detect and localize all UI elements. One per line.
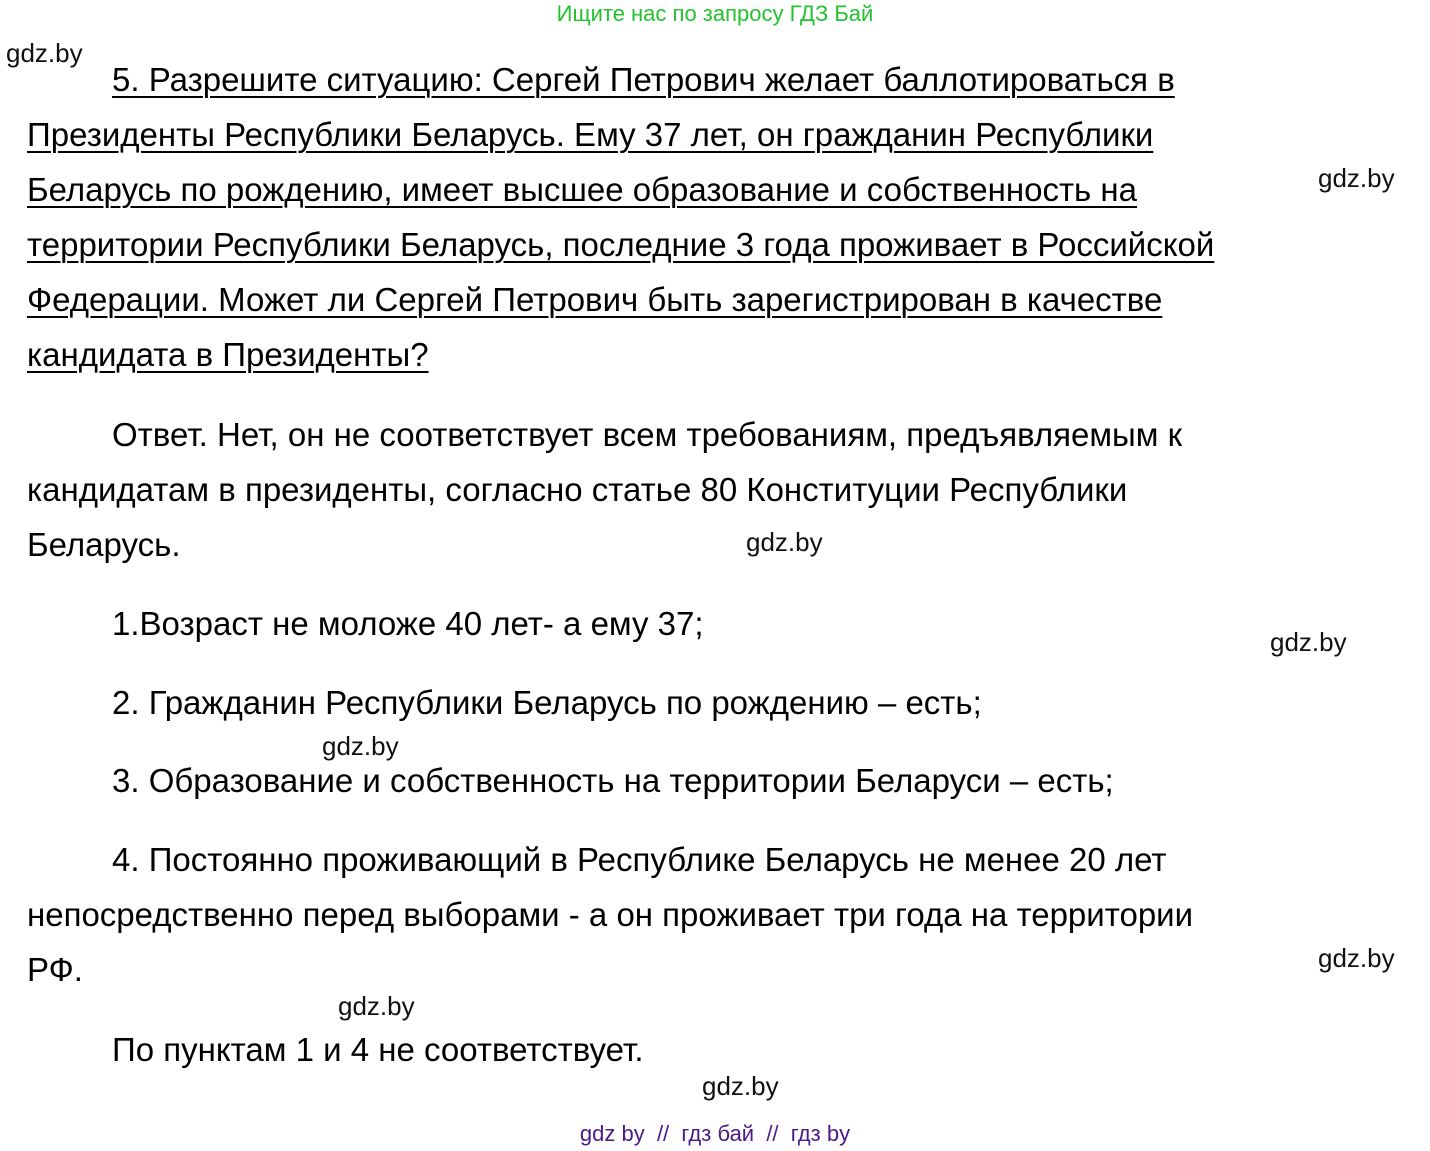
answer-line: кандидатам в президенты, согласно статье 80 Конституции Республики (27, 471, 1128, 508)
answer-item: 3. Образование и собственность на территории Беларуси – есть; (112, 762, 1114, 799)
watermark: gdz.by (322, 731, 399, 761)
watermark: gdz.by (702, 1071, 779, 1101)
question-line: Беларусь по рождению, имеет высшее образование и собственность на (27, 171, 1137, 208)
watermark: gdz.by (1270, 627, 1347, 657)
answer-item: 1.Возраст не моложе 40 лет- а ему 37; (112, 605, 704, 642)
question-line: Президенты Республики Беларусь. Ему 37 лет, он гражданин Республики (27, 116, 1154, 153)
search-hint-banner: Ищите нас по запросу ГДЗ Бай (556, 1, 874, 26)
answer-item: 4. Постоянно проживающий в Республике Беларусь не менее 20 лет (112, 841, 1167, 878)
watermark: gdz.by (338, 991, 415, 1021)
watermark: gdz.by (1318, 943, 1395, 973)
footer-links[interactable]: gdz by // гдз бай // гдз by (579, 1121, 851, 1146)
question-line: кандидата в Президенты? (27, 336, 429, 373)
answer-item: непосредственно перед выборами - а он проживает три года на территории (27, 896, 1194, 933)
answer-line: Беларусь. (27, 526, 181, 563)
answer-item: РФ. (27, 951, 83, 988)
answer-item: 2. Гражданин Республики Беларусь по рождению – есть; (112, 684, 982, 721)
question-line: территории Республики Беларусь, последние 3 года проживает в Российской (27, 226, 1215, 263)
answer-line: Ответ. Нет, он не соответствует всем требованиям, предъявляемым к (112, 416, 1183, 453)
question-line: 5. Разрешите ситуацию: Сергей Петрович желает баллотироваться в (112, 61, 1175, 98)
watermark: gdz.by (1318, 163, 1395, 193)
watermark: gdz.by (6, 38, 83, 68)
answer-conclusion: По пунктам 1 и 4 не соответствует. (112, 1031, 644, 1068)
watermark: gdz.by (746, 527, 823, 557)
question-line: Федерации. Может ли Сергей Петрович быть зарегистрирован в качестве (27, 281, 1163, 318)
